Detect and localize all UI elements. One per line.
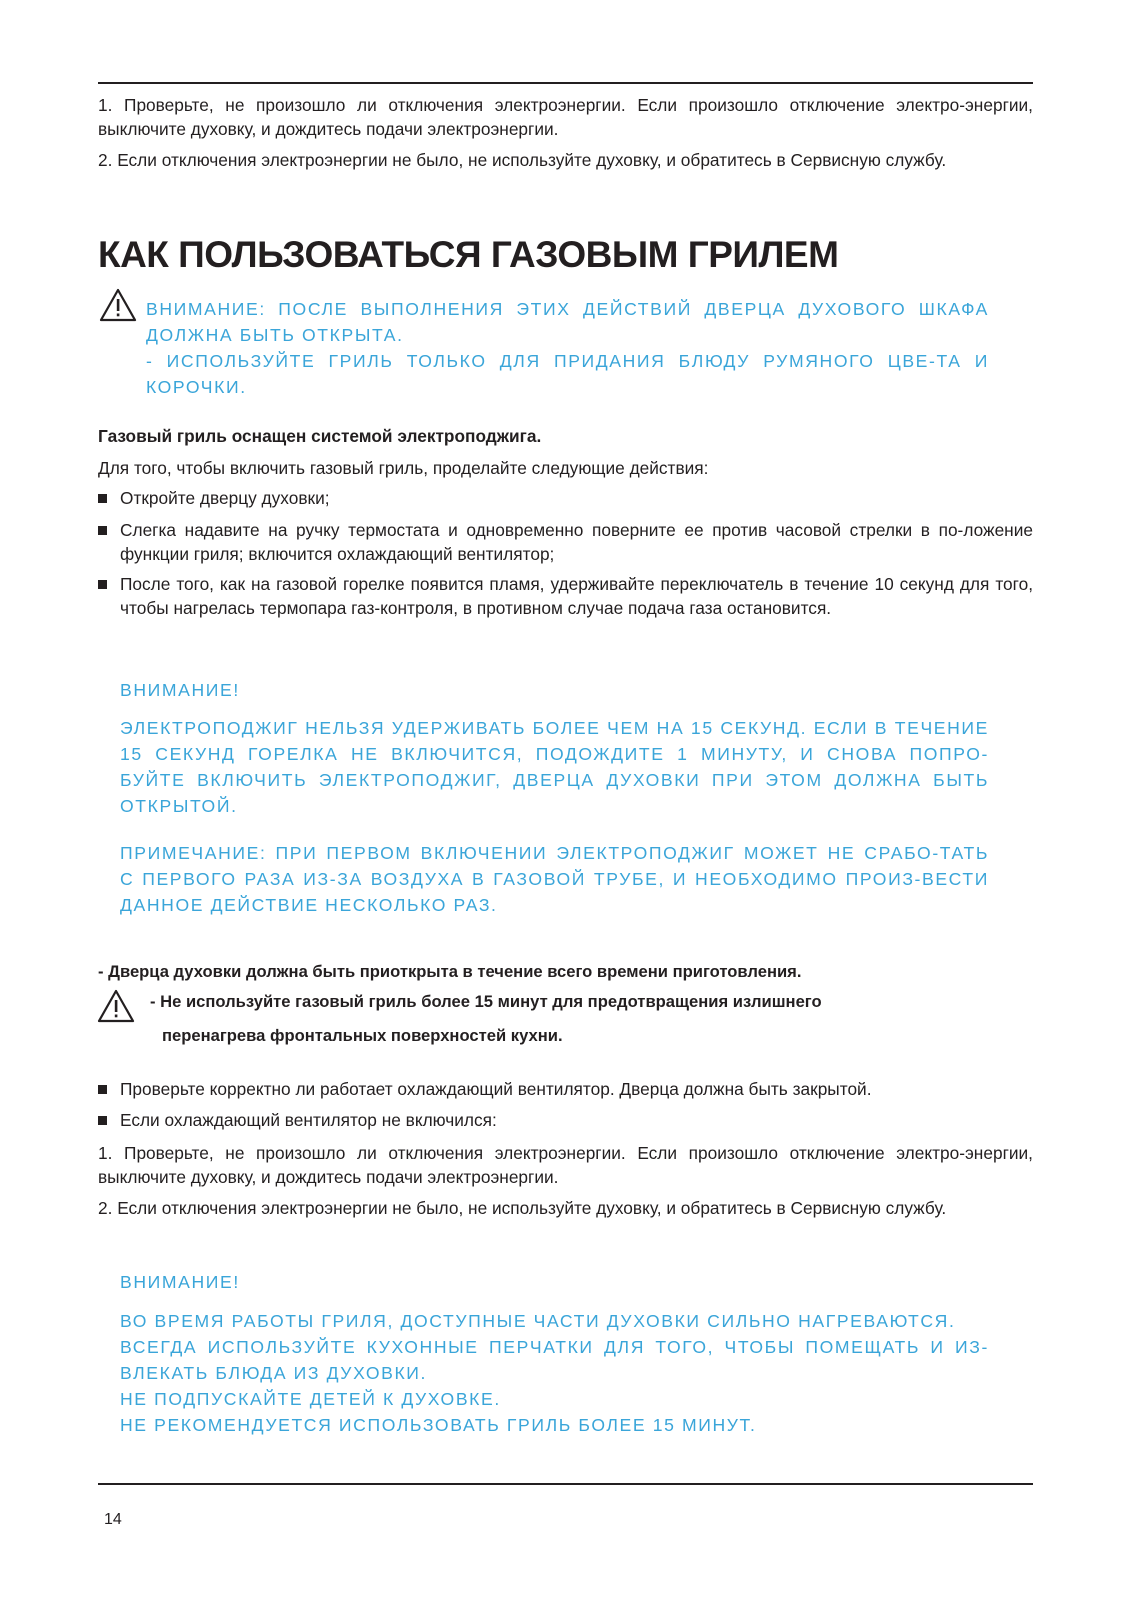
check-item: Проверьте корректно ли работает охлаждающий вентилятор. Дверца должна быть закрытой. [98, 1077, 1033, 1101]
bottom-item-2: 2. Если отключения электроэнергии не было, не используйте духовку, и обратитесь в Сервисную службу. [98, 1198, 947, 1218]
attention-3-line-3: НЕ ПОДПУСКАЙТЕ ДЕТЕЙ К ДУХОВКЕ. [120, 1389, 501, 1409]
page-number: 14 [104, 1511, 122, 1528]
subheading: Газовый гриль оснащен системой электроподжига. [98, 426, 542, 446]
bullet-square-icon [98, 1085, 107, 1094]
top-item-1: 1. Проверьте, не произошло ли отключения электроэнергии. Если произошло отключение электро-энергии, выключите духовку, и дождитесь подачи электроэнергии. [98, 95, 1033, 139]
top-rule [98, 82, 1033, 84]
step-item: После того, как на газовой горелке появится пламя, удерживайте переключатель в течение 10 секунд для того, чтобы нагрелась термопара газ-контроля, в противном случае подача газа остановится. [98, 572, 1033, 620]
bullet-square-icon [98, 494, 107, 503]
step-item: Слегка надавите на ручку термостата и одновременно поверните ее против часовой стрелки в по-ложение функции гриля; включится охлаждающий вентилятор; [98, 518, 1033, 566]
door-warning-text: - Дверца духовки должна быть приоткрыта в течение всего времени приготовления. [98, 962, 802, 981]
attention-3-line-4: НЕ РЕКОМЕНДУЕТСЯ ИСПОЛЬЗОВАТЬ ГРИЛЬ БОЛЕЕ 15 МИНУТ. [120, 1415, 757, 1435]
check-item: Если охлаждающий вентилятор не включился: [98, 1108, 1033, 1132]
warning-1-text: ВНИМАНИЕ: ПОСЛЕ ВЫПОЛНЕНИЯ ЭТИХ ДЕЙСТВИЙ ДВЕРЦА ДУХОВОГО ШКАФА ДОЛЖНА БЫТЬ ОТКРЫТА. [146, 299, 989, 345]
attention-3-title: ВНИМАНИЕ! [120, 1272, 240, 1292]
attention-2-note-text: ПРИМЕЧАНИЕ: ПРИ ПЕРВОМ ВКЛЮЧЕНИИ ЭЛЕКТРОПОДЖИГ МОЖЕТ НЕ СРАБО-ТАТЬ С ПЕРВОГО РАЗА ИЗ-ЗА ВОЗДУХА В ГАЗОВОЙ ТРУБЕ, И НЕОБХОДИМО ПРОИЗ-ВЕСТИ ДАННОЕ ДЕЙСТВИЕ НЕСКОЛЬКО РАЗ. [120, 843, 989, 915]
attention-3-line-2: ВСЕГДА ИСПОЛЬЗУЙТЕ КУХОННЫЕ ПЕРЧАТКИ ДЛЯ ТОГО, ЧТОБЫ ПОМЕЩАТЬ И ИЗ-ВЛЕКАТЬ БЛЮДА ИЗ ДУХОВКИ. [120, 1337, 989, 1383]
intro-text: Для того, чтобы включить газовый гриль, проделайте следующие действия: [98, 458, 709, 478]
grill-time-warning-text: - Не используйте газовый гриль более 15 минут для предотвращения излишнего [150, 992, 822, 1011]
step-item: Откройте дверцу духовки; [98, 486, 1033, 510]
warning-triangle-icon [96, 988, 136, 1024]
bullet-square-icon [98, 1116, 107, 1125]
attention-3-line-1: ВО ВРЕМЯ РАБОТЫ ГРИЛЯ, ДОСТУПНЫЕ ЧАСТИ ДУХОВКИ СИЛЬНО НАГРЕВАЮТСЯ. [120, 1311, 956, 1331]
bullet-square-icon [98, 526, 107, 535]
attention-2-title: ВНИМАНИЕ! [120, 680, 240, 700]
bottom-rule [98, 1483, 1033, 1485]
attention-2-ignition-text: ЭЛЕКТРОПОДЖИГ НЕЛЬЗЯ УДЕРЖИВАТЬ БОЛЕЕ ЧЕМ НА 15 СЕКУНД. ЕСЛИ В ТЕЧЕНИЕ 15 СЕКУНД ГОРЕЛКА НЕ ВКЛЮЧИТСЯ, ПОДОЖДИТЕ 1 МИНУТУ, И СНОВА ПОПРО-БУЙТЕ ВКЛЮЧИТЬ ЭЛЕКТРОПОДЖИГ, ДВЕРЦА ДУХОВКИ ПРИ ЭТОМ ДОЛЖНА БЫТЬ ОТКРЫТОЙ. [120, 718, 989, 816]
top-item-2: 2. Если отключения электроэнергии не было, не используйте духовку, и обратитесь в Сервисную службу. [98, 150, 947, 170]
bottom-item-1: 1. Проверьте, не произошло ли отключения электроэнергии. Если произошло отключение электро-энергии, выключите духовку, и дождитесь подачи электроэнергии. [98, 1143, 1033, 1187]
section-heading: КАК ПОЛЬЗОВАТЬСЯ ГАЗОВЫМ ГРИЛЕМ [98, 234, 839, 275]
warning-triangle-icon [98, 287, 138, 323]
grill-time-warning-text-cont: перенагрева фронтальных поверхностей кухни. [162, 1026, 563, 1045]
warning-1-grill-text: - ИСПОЛЬЗУЙТЕ ГРИЛЬ ТОЛЬКО ДЛЯ ПРИДАНИЯ БЛЮДУ РУМЯНОГО ЦВЕ-ТА И КОРОЧКИ. [146, 351, 989, 397]
bullet-square-icon [98, 580, 107, 589]
